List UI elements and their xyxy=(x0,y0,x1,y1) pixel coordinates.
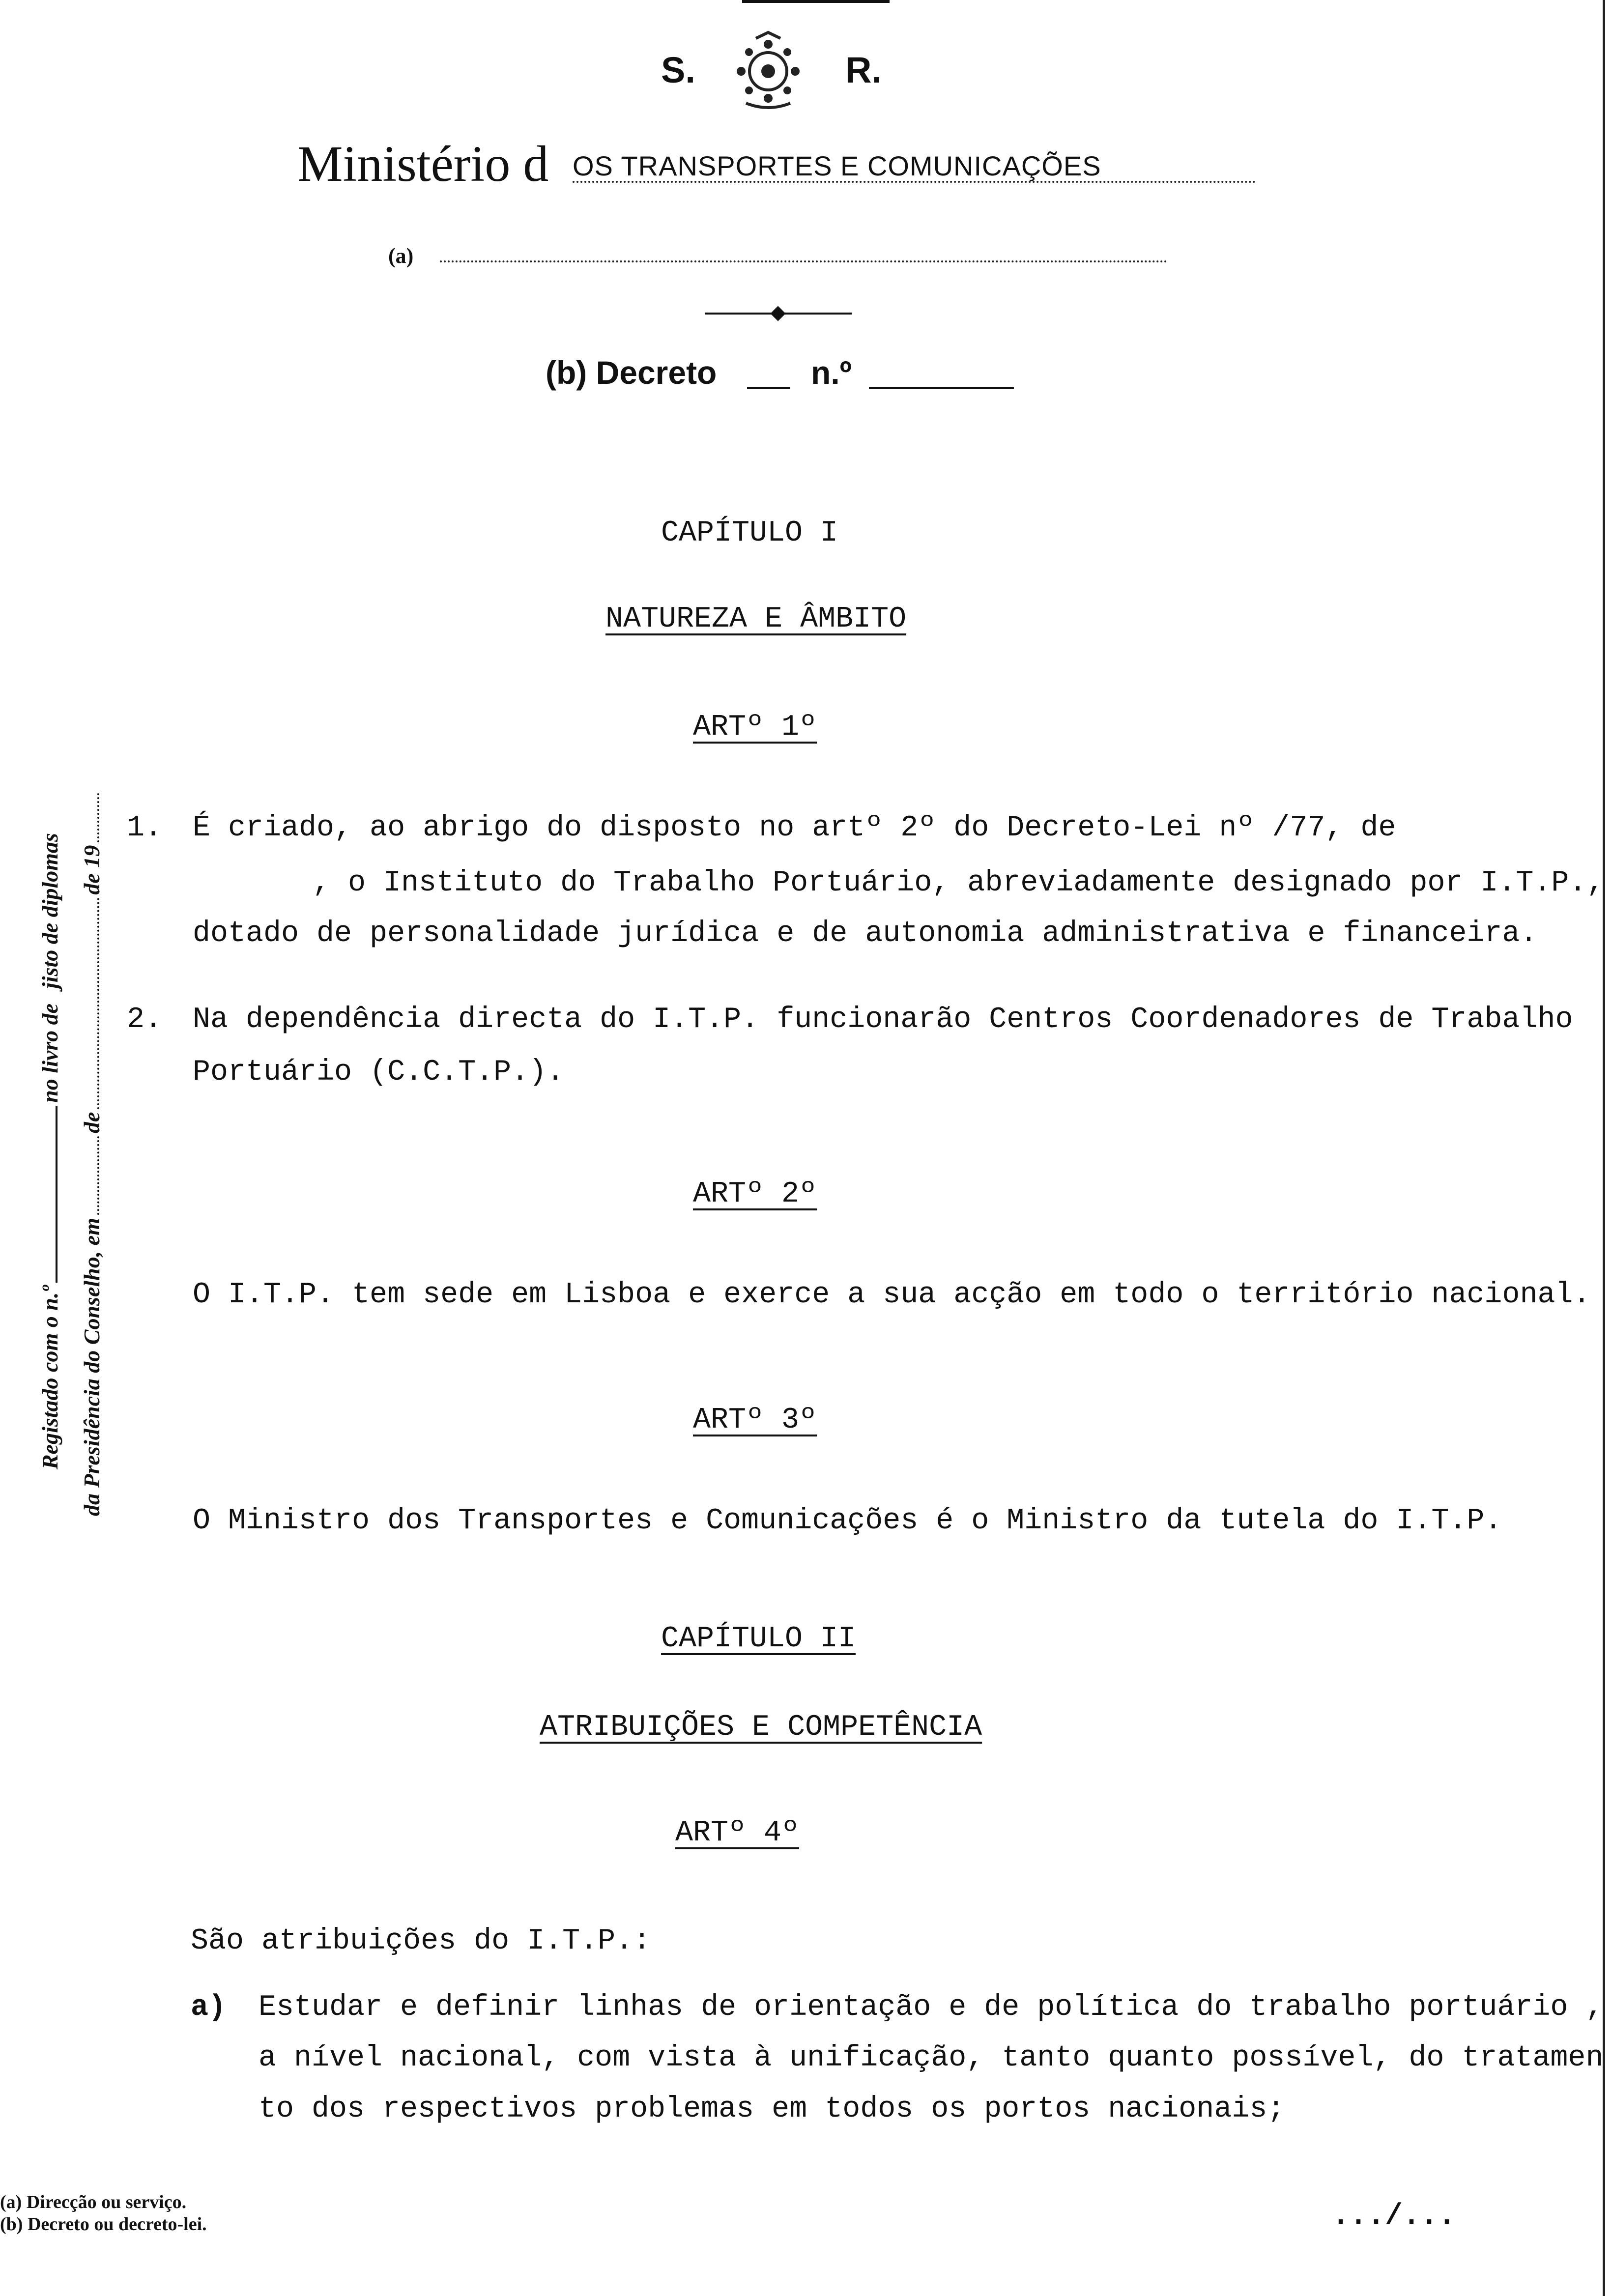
ministry-prefix: Ministério d xyxy=(297,136,549,192)
article-1-p2-line2: Portuário (C.C.T.P.). xyxy=(193,1056,565,1089)
article-1-p1-line1: É criado, ao abrigo do disposto no artº 2º do Decreto-Lei nº /77, de xyxy=(193,811,1396,845)
article-4-a-line3: to dos respectivos problemas em todos os portos nacionais; xyxy=(259,2093,1285,2126)
article-1-p2-line1: Na dependência directa do I.T.P. funcionarão Centros Coordenadores de Trabalho xyxy=(193,1003,1573,1036)
article-2-title: ARTº 2º xyxy=(693,1177,817,1211)
footnote-b: (b) Decreto ou decreto-lei. xyxy=(0,2214,207,2235)
chapter-2-subtitle: ATRIBUIÇÕES E COMPETÊNCIA xyxy=(540,1711,982,1744)
article-4-a-label: a) xyxy=(191,1991,227,2024)
ornament-diamond-icon xyxy=(770,306,785,321)
numero-blank xyxy=(869,387,1014,389)
sr-right: R. xyxy=(845,50,882,90)
article-4-a-line2: a nível nacional, com vista à unificação, tanto quanto possível, do tratamen xyxy=(259,2041,1604,2075)
page-border xyxy=(1603,0,1605,2296)
article-2-text: O I.T.P. tem sede em Lisboa e exerce a sua acção em todo o território nacional. xyxy=(193,1278,1591,1312)
field-a-label: (a) xyxy=(388,244,414,268)
chapter-1-title: CAPÍTULO I xyxy=(661,517,838,550)
article-4-title: ARTº 4º xyxy=(675,1816,800,1850)
article-1-p1-line2: , o Instituto do Trabalho Portuário, abreviadamente designado por I.T.P., xyxy=(313,866,1605,900)
ministry-line xyxy=(573,181,1256,183)
article-4-a-line1: Estudar e definir linhas de orientação e de política do trabalho portuário , xyxy=(259,1991,1604,2024)
article-1-p1-line3: dotado de personalidade jurídica e de autonomia administrativa e financeira. xyxy=(193,917,1538,950)
sidebar-registration-line2: da Presidência do Conselho, emdede 19 xyxy=(79,793,105,1516)
ministry-name: OS TRANSPORTES E COMUNICAÇÕES xyxy=(573,150,1101,181)
decreto-label: (b) Decreto xyxy=(546,354,717,391)
article-4-intro: São atribuições do I.T.P.: xyxy=(191,1924,651,1958)
chapter-2-title: CAPÍTULO II xyxy=(661,1622,856,1656)
decreto-blank xyxy=(747,387,790,389)
numero-label: n.º xyxy=(811,354,852,391)
footnote-a: (a) Direcção ou serviço. xyxy=(0,2192,187,2212)
article-3-title: ARTº 3º xyxy=(693,1404,817,1437)
sr-left: S. xyxy=(661,50,695,90)
coat-of-arms-icon xyxy=(726,29,810,113)
chapter-1-subtitle: NATUREZA E ÂMBITO xyxy=(605,603,907,636)
article-1-title: ARTº 1º xyxy=(693,711,817,744)
article-3-text: O Ministro dos Transportes e Comunicações é o Ministro da tutela do I.T.P. xyxy=(193,1504,1502,1538)
article-1-p1-number: 1. xyxy=(127,811,163,845)
top-rule xyxy=(742,0,890,3)
article-1-p2-number: 2. xyxy=(127,1003,163,1036)
sidebar-registration-line1: Registado com o n.ºno livro dejisto de diplomas xyxy=(37,833,62,1469)
field-a-line xyxy=(440,260,1167,262)
continuation-mark: .../... xyxy=(1332,2200,1456,2233)
